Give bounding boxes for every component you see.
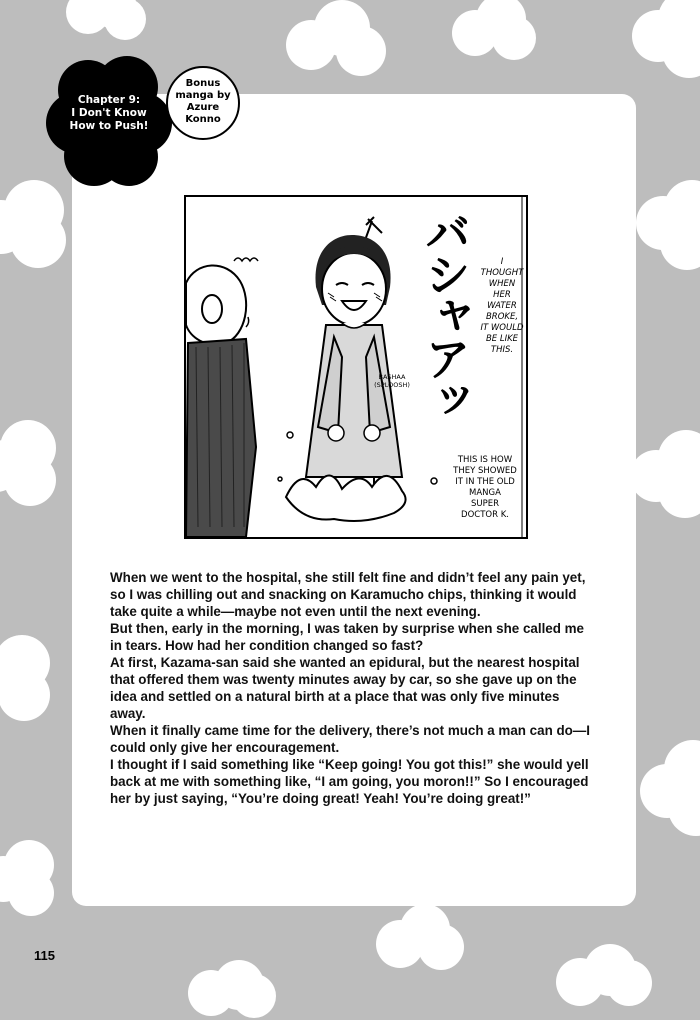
note-line: THOUGHT xyxy=(480,268,524,278)
note-line: THEY SHOWED xyxy=(453,466,517,476)
cloud-decoration xyxy=(286,0,386,80)
note-line: SUPER xyxy=(470,499,500,509)
note-line: HER xyxy=(493,290,511,300)
paragraph: But then, early in the morning, I was taken by surprise when she called me in tears. How had her condition changed so fast? xyxy=(110,621,585,653)
cloud-decoration xyxy=(452,0,536,64)
note-line: DOCTOR K. xyxy=(461,510,509,520)
note-line: WHEN xyxy=(488,279,516,289)
page-number: 115 xyxy=(34,948,55,963)
cloud-decoration xyxy=(0,840,60,920)
chapter-title xyxy=(44,94,174,133)
note-line: I xyxy=(500,257,504,267)
sfx-text: BASHAA xyxy=(378,373,406,381)
note-line: BROKE, xyxy=(485,312,519,322)
manga-panel xyxy=(184,195,528,539)
cloud-decoration xyxy=(640,740,700,840)
cloud-decoration xyxy=(0,635,54,725)
note-line: MANGA xyxy=(469,488,501,498)
sound-effect-small xyxy=(372,373,412,389)
chapter-title-line: I Don't Know xyxy=(71,107,147,119)
sound-effect-large: バシャアッ xyxy=(418,209,472,419)
bonus-line: Bonus xyxy=(185,78,221,89)
note-line: BE LIKE xyxy=(485,334,519,344)
chapter-title-line: How to Push! xyxy=(69,120,149,132)
bonus-line: Azure xyxy=(186,102,220,113)
paragraph: When we went to the hospital, she still felt fine and didn’t feel any pain yet, so I was chilling out and snacking on Karamucho chips, thinking it would take quite a while—maybe not even until the next evening. xyxy=(110,570,586,619)
cloud-decoration xyxy=(66,0,146,40)
note-line: WATER xyxy=(487,301,517,311)
note-line: IT WOULD xyxy=(480,323,524,333)
note-line: IT IN THE OLD xyxy=(455,477,515,487)
cloud-decoration xyxy=(632,0,700,80)
body-text xyxy=(110,569,590,807)
cloud-decoration xyxy=(630,430,700,520)
panel-note-bottom xyxy=(448,455,522,521)
sfx-text: (SPLOOSH) xyxy=(374,381,410,389)
paragraph: I thought if I said something like “Keep going! You got this!” she would yell back at me with something like, “I am going, you moron!!” So I encouraged her by just saying, “You’re doing great! Yeah! You’re doing great!” xyxy=(110,757,589,806)
cloud-decoration xyxy=(0,180,74,270)
chapter-number: Chapter 9: xyxy=(77,94,141,106)
cloud-decoration xyxy=(188,960,278,1020)
cloud-decoration xyxy=(0,420,60,510)
paragraph: At first, Kazama-san said she wanted an epidural, but the nearest hospital that offered them was twenty minutes away by car, so she gave up on the idea and settled on a natural birth at a place that was only five minutes away. xyxy=(110,655,580,721)
cloud-decoration xyxy=(376,904,466,984)
man-figure xyxy=(186,258,258,537)
cloud-decoration xyxy=(636,180,700,270)
bonus-line: Konno xyxy=(185,114,221,125)
chapter-badge xyxy=(44,56,174,191)
note-line: THIS IS HOW xyxy=(457,455,513,465)
panel-note-top xyxy=(476,257,528,356)
bonus-credit xyxy=(168,78,238,126)
bonus-line: manga by xyxy=(175,90,231,101)
paragraph: When it finally came time for the delivery, there’s not much a man can do—I could only give her encouragement. xyxy=(110,723,590,755)
bonus-bubble xyxy=(166,66,240,140)
note-line: THIS. xyxy=(490,345,514,355)
